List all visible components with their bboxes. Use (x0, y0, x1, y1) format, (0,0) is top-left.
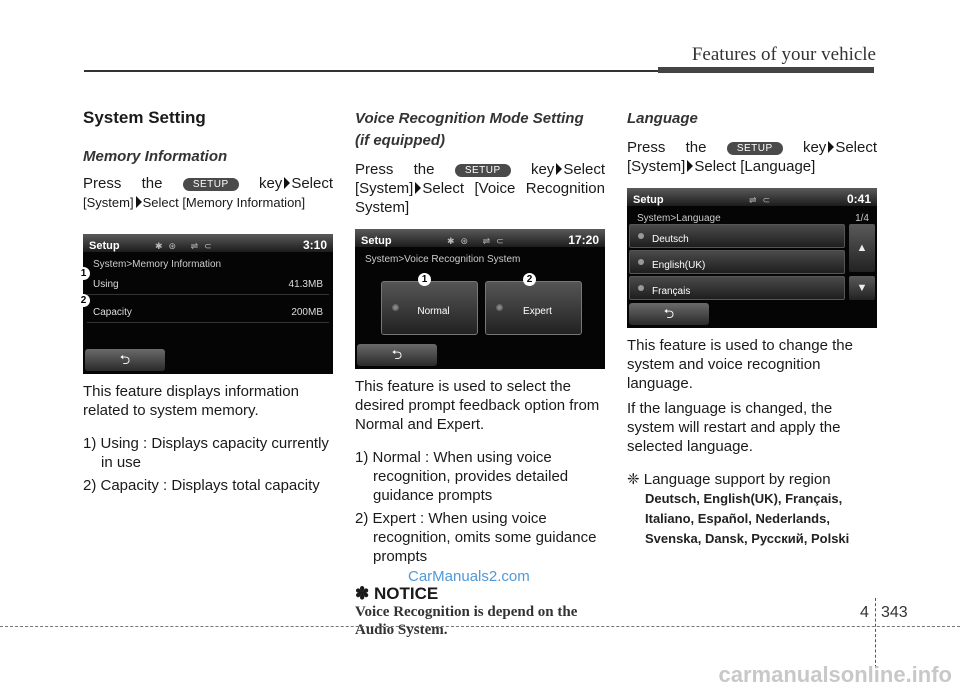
screen-clock: 3:10 (302, 238, 327, 252)
memory-description: This feature displays information related to system memory. (83, 383, 299, 419)
voice-recognition-screen (355, 229, 605, 369)
screen-title: Setup (633, 194, 664, 206)
screen-title: Setup (361, 235, 392, 247)
arrow-right-icon (828, 141, 834, 153)
arrow-right-icon (687, 160, 693, 172)
screen-clock: 0:41 (846, 192, 871, 206)
language-option-deutsch[interactable]: Deutsch (629, 224, 845, 248)
list-item: Svenska, Dansk, Русский, Polski (645, 531, 850, 546)
footer-rule (0, 626, 960, 627)
setup-key-badge: SETUP (727, 142, 783, 155)
notice-text: Voice Recognition is depend on the Audio System. (355, 604, 578, 638)
section-subtitle: (if equipped) (355, 132, 445, 149)
screen-path: System>Voice Recognition System (365, 254, 521, 265)
status-icons: ⇌⊂ (749, 195, 777, 205)
list-item: 2) Expert : When using voice recognition, omits some guidance prompts (355, 510, 597, 565)
header-bar (658, 67, 874, 73)
language-option-francais[interactable]: Français (629, 276, 845, 300)
language-description-1: This feature is used to change the system and voice recognition language. (627, 337, 853, 392)
instruction-line3: System] (355, 199, 410, 216)
arrow-right-icon (284, 177, 290, 189)
setup-key-badge: SETUP (183, 178, 239, 191)
language-description-2: If the language is changed, the system will restart and apply the selected language. (627, 400, 841, 455)
column-language (627, 108, 877, 549)
column-voice (355, 108, 605, 639)
list-item: Italiano, Español, Nederlands, (645, 511, 830, 526)
section-title: System Setting (83, 108, 206, 127)
setup-key-badge: SETUP (455, 164, 511, 177)
arrow-right-icon (556, 163, 562, 175)
back-button[interactable]: ⮌ (357, 344, 437, 366)
site-watermark: carmanualsonline.info (718, 662, 952, 687)
memory-info-screen (83, 234, 333, 374)
radio-indicator (638, 259, 644, 265)
section-title: Language (627, 110, 698, 127)
callout-1-icon: 1 (77, 267, 90, 280)
instruction-line2: [System] Select [Voice Recognition (355, 180, 605, 197)
status-icons: ✱⊛ ⇌⊂ (155, 241, 218, 251)
screen-path: System>Memory Information (93, 259, 222, 270)
memory-row-capacity: Capacity 200MB (87, 296, 329, 323)
instruction-line1: Press the SETUP key Select (627, 139, 878, 156)
scroll-up-button[interactable]: ▲ (849, 224, 875, 272)
screen-title: Setup (89, 240, 120, 252)
voice-description: This feature is used to select the desired prompt feedback option from Normal and Expert. (355, 378, 600, 433)
subsection-title: Memory Information (83, 148, 228, 165)
list-item: 1) Using : Displays capacity currently in use (83, 435, 329, 471)
header-title: Features of your vehicle (691, 44, 876, 65)
language-screen (627, 188, 877, 328)
chapter-number: 4 (860, 604, 869, 621)
instruction-line2: [System] Select [Language] (627, 158, 816, 175)
expert-mode-button[interactable]: Expert (485, 281, 582, 335)
list-item: 1) Normal : When using voice recognition, provides detailed guidance prompts (355, 449, 569, 504)
list-item: 2) Capacity : Displays total capacity (83, 477, 320, 494)
language-option-english[interactable]: English(UK) (629, 250, 845, 274)
back-button[interactable]: ⮌ (629, 303, 709, 325)
arrow-right-icon (415, 182, 421, 194)
instruction-line1: Press the SETUP key Select (355, 161, 606, 178)
page-indicator: 1/4 (855, 213, 869, 224)
section-title: Voice Recognition Mode Setting (355, 110, 584, 127)
callout-2-icon: 2 (523, 273, 536, 286)
watermark: CarManuals2.com (408, 568, 530, 585)
language-support-list (645, 489, 877, 549)
instruction-line1: Press the SETUP key Select (83, 175, 334, 192)
voice-items (355, 448, 605, 566)
notice-title: ✽ NOTICE (355, 584, 439, 603)
memory-items (83, 434, 333, 495)
screen-clock: 17:20 (568, 233, 599, 247)
normal-mode-button[interactable]: Normal (381, 281, 478, 335)
instruction-line2: [System] Select [Memory Information] (83, 195, 306, 210)
language-support-title: ❈ Language support by region (627, 471, 831, 488)
status-icons: ✱⊛ ⇌⊂ (447, 236, 510, 246)
arrow-right-icon (136, 196, 142, 208)
list-item: Deutsch, English(UK), Français, (645, 491, 843, 506)
screen-path: System>Language (637, 213, 721, 224)
scroll-down-button[interactable]: ▼ (849, 276, 875, 300)
callout-1-icon: 1 (418, 273, 431, 286)
page-number: 343 (881, 604, 908, 621)
column-memory (83, 108, 333, 499)
radio-indicator (638, 285, 644, 291)
memory-row-using: Using 41.3MB (87, 268, 329, 295)
back-button[interactable]: ⮌ (85, 349, 165, 371)
callout-2-icon: 2 (77, 294, 90, 307)
radio-indicator (638, 233, 644, 239)
page-separator (875, 598, 876, 668)
